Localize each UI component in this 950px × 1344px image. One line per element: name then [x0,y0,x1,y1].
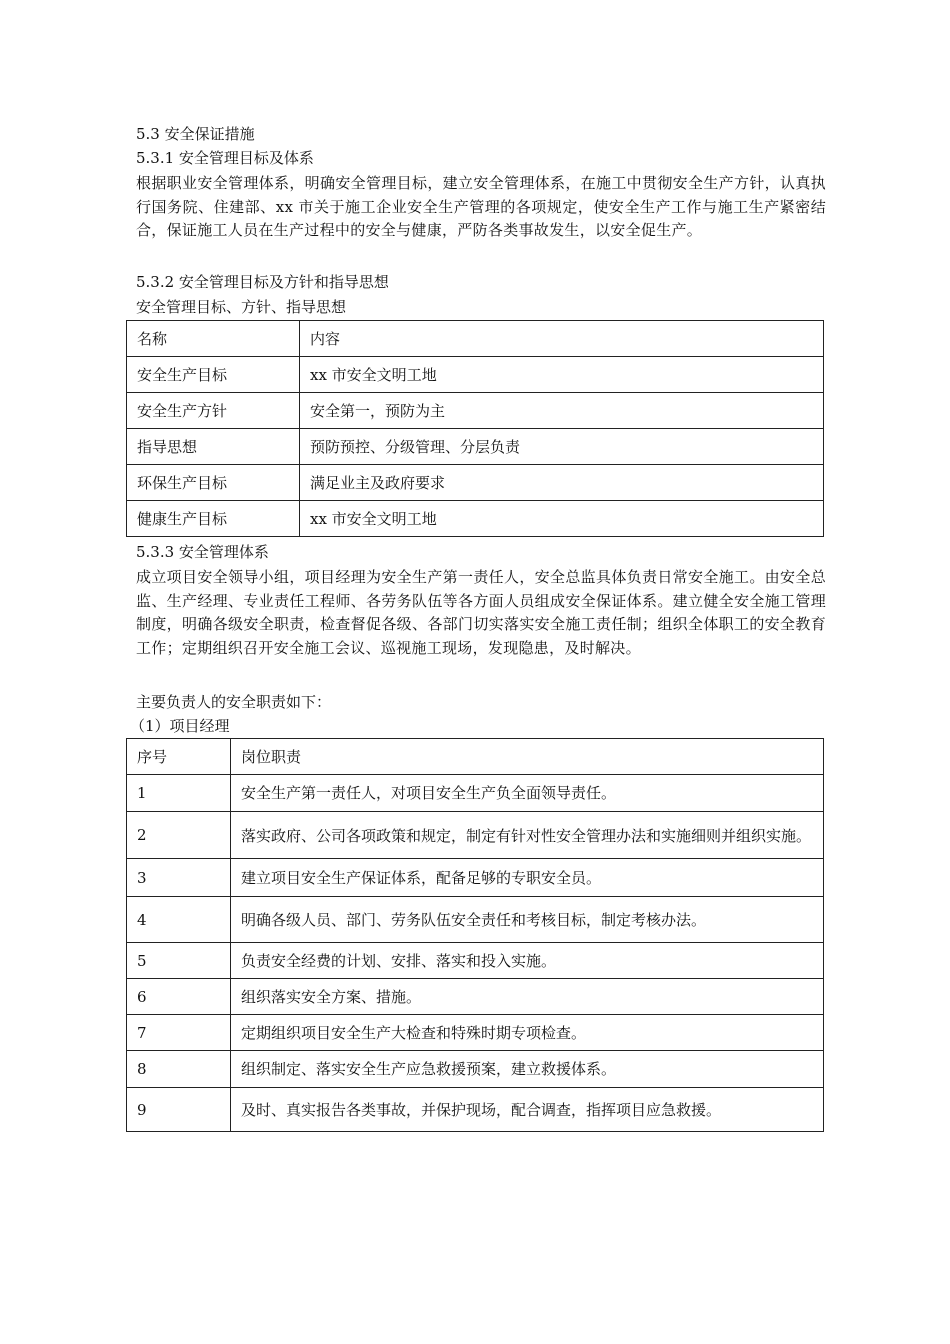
duty-cell: 组织落实安全方案、措施。 [231,979,824,1015]
paragraph-safety-system: 成立项目安全领导小组，项目经理为安全生产第一责任人，安全总监具体负责日常安全施工。由安全总监、生产经理、专业责任工程师、各劳务队伍等各方面人员组成安全保证体系。建立健全安全施工管理制度，明确各级安全职责，检查督促各级、各部门切实落实安全施工责任制；组织全体职工的安全教育工作；定期组织召开安全施工会议、巡视施工现场，发现隐患，及时解决。 [136,568,826,657]
table-row [127,775,824,812]
table-row [127,1088,824,1132]
table2-caption: （1）项目经理 [130,717,230,735]
table-row [127,393,824,429]
duty-cell: 建立项目安全生产保证体系，配备足够的专职安全员。 [231,859,824,897]
table-row [127,429,824,465]
table-row [127,1051,824,1088]
project-manager-duties-table [126,738,824,1132]
table-row [127,897,824,943]
content-cell: xx 市安全文明工地 [300,357,824,393]
table-row [127,979,824,1015]
number-cell: 6 [127,979,231,1015]
table1-caption: 安全管理目标、方针、指导思想 [136,298,347,316]
content-cell: 预防预控、分级管理、分层负责 [300,429,824,465]
paragraph-safety-goals: 根据职业安全管理体系，明确安全管理目标，建立安全管理体系，在施工中贯彻安全生产方针，认真执行国务院、住建部、xx 市关于施工企业安全生产管理的各项规定，使安全生产工作与施工生产紧密结合，保证施工人员在生产过程中的安全与健康，严防各类事故发生，以安全促生产。 [136,174,826,240]
header-cell: 内容 [300,321,824,357]
header-cell: 序号 [127,739,231,775]
number-cell: 4 [127,897,231,943]
content-cell: xx 市安全文明工地 [300,501,824,537]
name-cell: 健康生产目标 [127,501,300,537]
number-cell: 7 [127,1015,231,1051]
name-cell: 环保生产目标 [127,465,300,501]
number-cell: 5 [127,943,231,979]
number-cell: 8 [127,1051,231,1088]
number-cell: 9 [127,1088,231,1132]
heading-5-3: 5.3 安全保证措施 [136,125,255,143]
duty-cell: 定期组织项目安全生产大检查和特殊时期专项检查。 [231,1015,824,1051]
table-row [127,859,824,897]
header-cell: 岗位职责 [231,739,824,775]
duty-cell: 负责安全经费的计划、安排、落实和投入实施。 [231,943,824,979]
heading-5-3-2: 5.3.2 安全管理目标及方针和指导思想 [136,273,389,291]
table-row [127,943,824,979]
table-row [127,465,824,501]
heading-5-3-3: 5.3.3 安全管理体系 [136,543,269,561]
number-cell: 3 [127,859,231,897]
table-row [127,357,824,393]
table-header-row [127,321,824,357]
duty-cell: 安全生产第一责任人，对项目安全生产负全面领导责任。 [231,775,824,812]
content-cell: 满足业主及政府要求 [300,465,824,501]
name-cell: 指导思想 [127,429,300,465]
duty-cell: 明确各级人员、部门、劳务队伍安全责任和考核目标，制定考核办法。 [231,897,824,943]
name-cell: 安全生产方针 [127,393,300,429]
table-row [127,501,824,537]
table-row [127,1015,824,1051]
duty-cell: 及时、真实报告各类事故，并保护现场，配合调查，指挥项目应急救援。 [231,1088,824,1132]
table-header-row [127,739,824,775]
content-cell: 安全第一，预防为主 [300,393,824,429]
number-cell: 1 [127,775,231,812]
safety-goals-table [126,320,824,537]
header-cell: 名称 [127,321,300,357]
number-cell: 2 [127,812,231,859]
duties-intro: 主要负责人的安全职责如下： [136,693,332,711]
duty-cell: 落实政府、公司各项政策和规定，制定有针对性安全管理办法和实施细则并组织实施。 [231,812,824,859]
duty-cell: 组织制定、落实安全生产应急救援预案，建立救援体系。 [231,1051,824,1088]
table-row [127,812,824,859]
heading-5-3-1: 5.3.1 安全管理目标及体系 [136,149,314,167]
name-cell: 安全生产目标 [127,357,300,393]
